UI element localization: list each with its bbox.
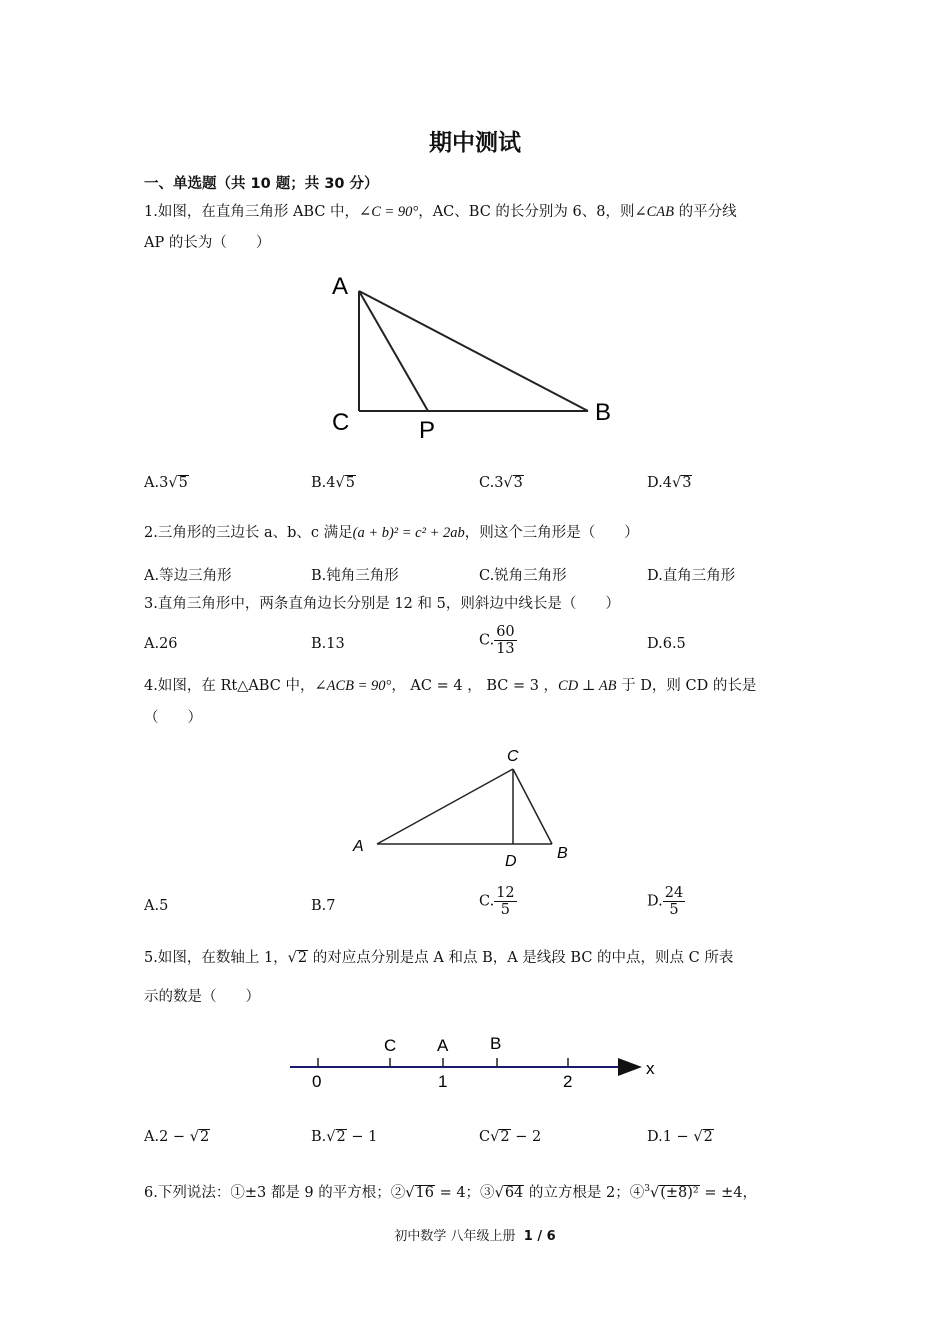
section-heading: 一、单选题（共 10 题；共 30 分）: [144, 176, 379, 192]
figure-triangle-acd: [345, 740, 585, 875]
label-c: C: [384, 1036, 397, 1055]
label-b: B: [595, 399, 612, 426]
page-title: 期中测试: [429, 130, 521, 156]
label-b: B: [557, 845, 568, 862]
q1-option-a[interactable]: A.3√5: [144, 475, 188, 491]
q4-option-d[interactable]: D. $\frac{24}{5}$: [647, 885, 684, 918]
label-a: A: [332, 273, 349, 300]
q1-option-c[interactable]: C.3√3: [479, 475, 523, 491]
question-2: 2.三角形的三边长 a、b、c 满足(a + b)² = c² + 2ab，则这个三角形是（ ）: [144, 525, 639, 541]
question-6: 6.下列说法：①±3 都是 9 的平方根；②√16 = 4；③√64 的立方根是 2；④$^3$√(±8)² = ±4，: [144, 1184, 757, 1201]
q2-option-c[interactable]: C.锐角三角形: [479, 568, 567, 584]
figure-triangle-abc: [320, 268, 630, 448]
label-c: C: [507, 748, 519, 765]
label-a: A: [437, 1036, 449, 1055]
question-5-line2: 示的数是（ ）: [144, 989, 260, 1005]
label-a: A: [353, 838, 364, 855]
q4-option-b[interactable]: B.7: [311, 898, 336, 914]
question-5-line1: 5.如图，在数轴上 1，√2 的对应点分别是点 A 和点 B，A 是线段 BC 的中点，则点 C 所表: [144, 950, 734, 966]
label-c: C: [332, 409, 350, 436]
question-3: 3.直角三角形中，两条直角边长分别是 12 和 5，则斜边中线长是（ ）: [144, 596, 620, 612]
question-4-line1: 4.如图，在 Rt△ABC 中，∠ACB = 90°， AC = 4 ， BC = 3 ，CD ⊥ AB 于 D，则 CD 的长是: [144, 678, 757, 694]
q4-option-a[interactable]: A.5: [144, 898, 169, 914]
q3-option-d[interactable]: D.6.5: [647, 636, 686, 652]
tick-1: 1: [438, 1072, 448, 1091]
label-d: D: [505, 853, 517, 870]
q2-option-d[interactable]: D.直角三角形: [647, 568, 736, 584]
question-4-line2: （ ）: [144, 710, 202, 726]
q1-option-b[interactable]: B.4√5: [311, 475, 355, 491]
q1-option-d[interactable]: D.4√3: [647, 475, 692, 491]
page-footer: 初中数学 八年级上册 1 / 6: [394, 1229, 556, 1244]
q5-option-b[interactable]: B.√2 − 1: [311, 1129, 378, 1145]
q3-option-a[interactable]: A.26: [144, 636, 178, 652]
q2-option-b[interactable]: B.钝角三角形: [311, 568, 399, 584]
q2-option-a[interactable]: A.等边三角形: [144, 568, 232, 584]
question-1-line1: 1.如图，在直角三角形 ABC 中，∠C = 90°，AC、BC 的长分别为 6、8，则∠CAB 的平分线: [144, 204, 737, 220]
q5-option-a[interactable]: A.2 − √2: [144, 1129, 210, 1145]
label-b: B: [490, 1034, 502, 1053]
q5-option-d[interactable]: D.1 − √2: [647, 1129, 713, 1145]
page-number: 1 / 6: [523, 1229, 556, 1244]
tick-0: 0: [312, 1072, 322, 1091]
axis-x-label: x: [646, 1059, 655, 1078]
q3-option-c[interactable]: C. $\frac{60}{13}$: [479, 624, 515, 657]
tick-2: 2: [563, 1072, 573, 1091]
q3-option-b[interactable]: B.13: [311, 636, 345, 652]
question-1-line2: AP 的长为（ ）: [144, 235, 271, 251]
q5-option-c[interactable]: C√2 − 2: [479, 1129, 542, 1145]
figure-number-line: [280, 1025, 680, 1095]
label-p: P: [419, 417, 436, 444]
q4-option-c[interactable]: C. $\frac{12}{5}$: [479, 885, 515, 918]
